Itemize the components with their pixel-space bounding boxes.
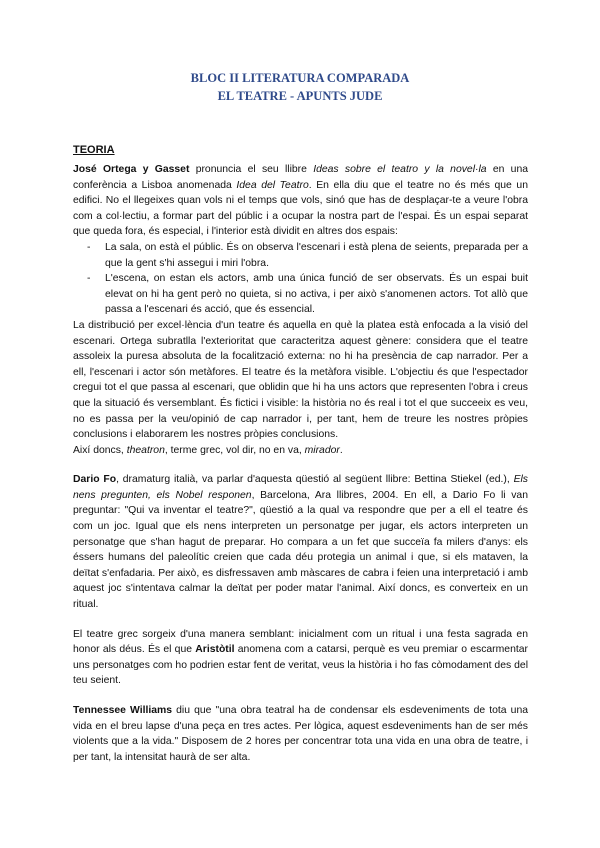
theatron-paragraph: [73, 443, 528, 459]
text-run: , dramaturg italià, va parlar d'aquesta qüestió al següent llibre: Bettina Stiekel (ed.),: [116, 474, 514, 486]
fo-paragraph: [73, 472, 528, 612]
williams-paragraph: [73, 703, 528, 765]
lecture-title: Idea del Teatro: [236, 179, 309, 191]
text-run: anomena com a catarsi, perquè es veu premiar o escarmentar uns personatges com ho podrien estar fent de veritat, veus la història i ho fas còmodament des del teu seient.: [73, 644, 528, 687]
text-run: pronuncia el seu llibre: [189, 164, 314, 175]
distribution-paragraph: La distribució per excel·lència d'un teatre és aquella en què la platea està enfocada a la visió del escenari. Ortega subratlla l'exterioritat que caracteritza aquest gènere: considera que el teatre assoleix la puresa absoluta de la focalització externa: no hi ha presència de cap narrador. Per a ell, l'escenari i actor són metàfores. El teatre és la metàfora visible. L'objectiu és que l'espectador cregui tot el que passa al escenari, que oblidin que hi ha uns actors que representen l'obra i creus que la situació és versemblant. És fictici i visible: la història no és real i tot el que succeeix es veu, no es passa per la veu/opinió de cap narrador i, per tant, hem de treure les nostres pròpies conclusions i elaborarem les nostres pròpies conclusions.: [73, 319, 528, 441]
text-run: .: [339, 444, 343, 456]
book-title: Els nens pregunten, els Nobel responen: [73, 474, 528, 501]
text-run: , Barcelona, Ara llibres, 2004. En ell, a Dario Fo li van preguntar: "Qui va inventar el teatre?", qüestió a la qual va respondre que per a ell el teatre és com un joc. Igual que els nens interpreten un personatge per jugar, els actors interpreten un personatge que s'han hagut de preparar. Ho compara a un fet que succeïa fa milers d'anys: els éssers humans del paleolític creien que cada déu protegia un animal i que, si els mataven, la deïtat s'enfadaria. Per això, es disfressaven amb màscares de cabra i feien una interpretació i amb aquest joc s'intentava calmar la deïtat per poder matar l'animal. Així doncs, es converteix en un ritual.: [73, 489, 528, 611]
text-run: , terme grec, vol dir, no en va,: [164, 444, 305, 456]
term-theatron: theatron: [126, 444, 165, 456]
text-run: Així doncs,: [73, 444, 127, 456]
author-name: Dario Fo: [73, 474, 117, 486]
text-run: diu que "una obra teatral ha de condensar els esdeveniments de tota una vida en el breu lapse d'una peça en tres actes. Per lògica, aquest esdeveniments han de ser més violents que a la vida." Disposem de 2 hores per concentrar tota una vida en una obra de teatre, i per tant, la intensitat haurà de ser alta.: [73, 705, 528, 763]
list-item-text: La sala, on està el públic. És on observa l'escenari i està plena de seients, preparada per a que la gent s'hi assegui i miri l'obra.: [105, 241, 528, 269]
book-title: Ideas sobre el teatro y la novel·la: [313, 164, 487, 175]
greek-paragraph: [73, 627, 528, 689]
document-subtitle: EL TEATRE - APUNTS JUDE: [217, 89, 383, 103]
text-run: El teatre grec sorgeix d'una manera semblant: inicialment com un ritual i una festa sagrada en honor als déus. És el que: [73, 628, 528, 656]
list-item-text: L'escena, on estan els actors, amb una única funció de ser observats. És un espai buit elevat on hi ha gent però no quieta, si no activa, i per això s'anomenen actors. Tot allò que passa a l'escenari és acció, que és essencial.: [105, 273, 528, 316]
author-name: José Ortega y Gasset: [73, 164, 190, 175]
author-name: Aristòtil: [195, 644, 235, 656]
list-item: [73, 271, 528, 318]
ortega-paragraph: [73, 162, 528, 240]
document-body: [73, 162, 528, 765]
document-title: BLOC II LITERATURA COMPARADA: [190, 71, 410, 85]
text-run: . En ella diu que el teatre no és més que un edifici. No el llegeixes quan vols ni el temps que vols, sinó que has de desplaçar-te a veure l'obra com a col·lectiu, a formar part del públic i a ocupar la nostra part de l'espai. És un espai separat que queda fora, és especial, i l'interior està dividit en altres dos espais:: [73, 179, 528, 238]
term-mirador: mirador: [304, 444, 340, 456]
bullet-dash: -: [87, 241, 91, 253]
text-run: en una conferència a Lisboa anomenada: [73, 164, 528, 191]
space-list: [73, 240, 528, 318]
list-item: [73, 240, 528, 271]
bullet-dash: -: [87, 273, 91, 285]
section-heading: TEORIA: [73, 144, 115, 156]
author-name: Tennessee Williams: [73, 705, 173, 716]
